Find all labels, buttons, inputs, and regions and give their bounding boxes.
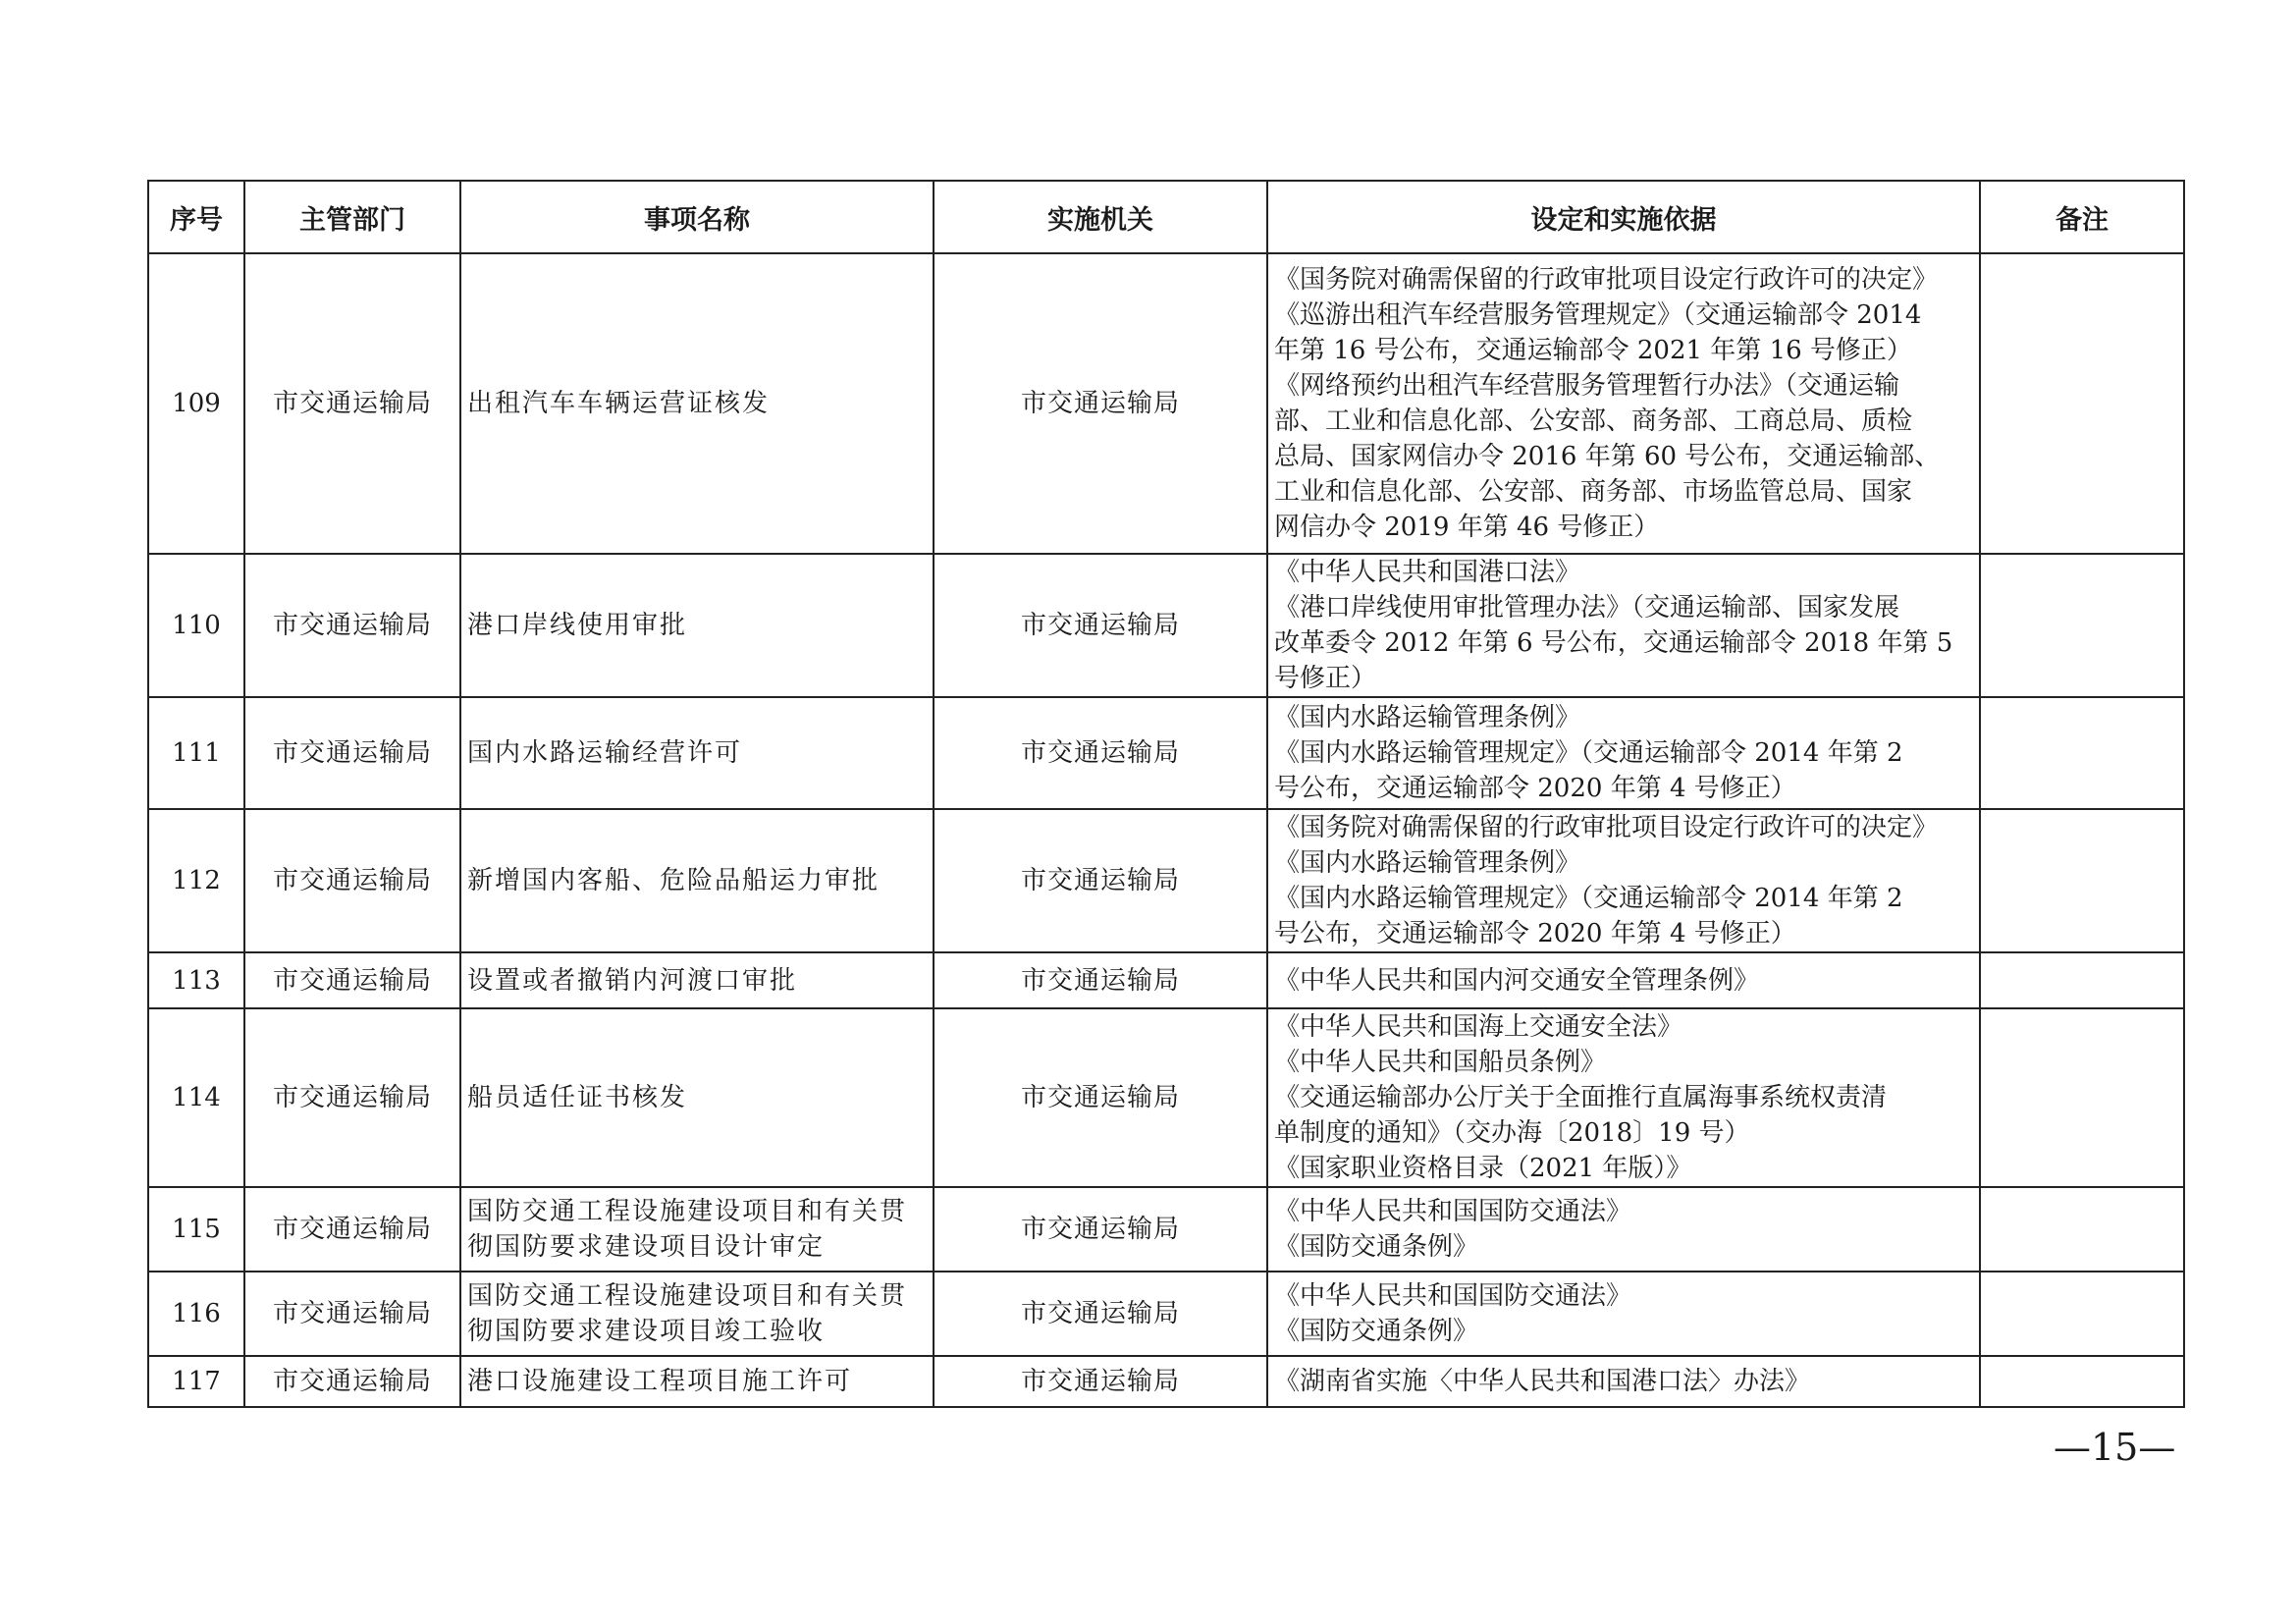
table-row [148, 253, 2184, 554]
basis-line: 《交通运输部办公厅关于全面推行直属海事系统权责清 [1274, 1083, 1888, 1112]
cell-name [460, 1187, 934, 1272]
cell-agency: 市交通运输局 [934, 1008, 1267, 1187]
basis-line: 《港口岸线使用审批管理办法》（交通运输部、国家发展 [1274, 593, 1900, 623]
cell-basis [1267, 697, 1980, 809]
header-name: 事项名称 [460, 181, 934, 253]
basis-line: 《国防交通条例》 [1274, 1232, 1479, 1262]
cell-name [460, 697, 934, 809]
header-agency: 实施机关 [934, 181, 1267, 253]
name-line: 国内水路运输经营许可 [467, 738, 743, 768]
cell-no: 115 [148, 1187, 244, 1272]
cell-remarks [1980, 1272, 2184, 1356]
cell-dept: 市交通运输局 [244, 1008, 460, 1187]
basis-line: 《国内水路运输管理规定》（交通运输部令 2014 年第 2 [1274, 738, 1903, 768]
cell-basis [1267, 1356, 1980, 1407]
basis-line: 《巡游出租汽车经营服务管理规定》（交通运输部令 2014 [1274, 300, 1922, 330]
cell-basis [1267, 554, 1980, 697]
basis-line: 《国内水路运输管理条例》 [1274, 703, 1581, 732]
basis-line: 改革委令 2012 年第 6 号公布，交通运输部令 2018 年第 5 [1274, 628, 1953, 658]
table-row [148, 697, 2184, 809]
cell-name [460, 1272, 934, 1356]
basis-line: 《国务院对确需保留的行政审批项目设定行政许可的决定》 [1274, 265, 1939, 295]
table-body [148, 253, 2184, 1407]
cell-remarks [1980, 1356, 2184, 1407]
name-line: 国防交通工程设施建设项目和有关贯 [467, 1197, 908, 1226]
cell-no: 110 [148, 554, 244, 697]
name-line: 港口岸线使用审批 [467, 611, 688, 640]
header-remarks: 备注 [1980, 181, 2184, 253]
cell-dept: 市交通运输局 [244, 1187, 460, 1272]
cell-basis [1267, 809, 1980, 952]
name-line: 彻国防要求建设项目设计审定 [467, 1232, 826, 1262]
cell-remarks [1980, 809, 2184, 952]
table-row [148, 1356, 2184, 1407]
basis-line: 《中华人民共和国内河交通安全管理条例》 [1274, 965, 1760, 996]
cell-no: 114 [148, 1008, 244, 1187]
cell-name [460, 1356, 934, 1407]
cell-dept: 市交通运输局 [244, 253, 460, 554]
name-line: 船员适任证书核发 [467, 1083, 688, 1112]
name-line: 新增国内客船、危险品船运力审批 [467, 866, 881, 895]
cell-name [460, 952, 934, 1008]
basis-line: 《国内水路运输管理条例》 [1274, 848, 1581, 878]
basis-line: 《国务院对确需保留的行政审批项目设定行政许可的决定》 [1274, 813, 1939, 842]
cell-agency: 市交通运输局 [934, 952, 1267, 1008]
cell-no: 113 [148, 952, 244, 1008]
cell-basis [1267, 1187, 1980, 1272]
cell-dept: 市交通运输局 [244, 1356, 460, 1407]
name-line: 国防交通工程设施建设项目和有关贯 [467, 1281, 908, 1311]
cell-remarks [1980, 697, 2184, 809]
basis-line: 《中华人民共和国海上交通安全法》 [1274, 1012, 1683, 1042]
cell-remarks [1980, 1187, 2184, 1272]
cell-no: 117 [148, 1356, 244, 1407]
cell-name [460, 253, 934, 554]
header-no: 序号 [148, 181, 244, 253]
cell-no: 112 [148, 809, 244, 952]
cell-agency: 市交通运输局 [934, 554, 1267, 697]
name-line: 港口设施建设工程项目施工许可 [467, 1367, 853, 1396]
basis-line: 号修正） [1274, 664, 1377, 693]
cell-no: 111 [148, 697, 244, 809]
table-row [148, 952, 2184, 1008]
table-row [148, 1272, 2184, 1356]
cell-no: 116 [148, 1272, 244, 1356]
basis-line: 《国内水路运输管理规定》（交通运输部令 2014 年第 2 [1274, 884, 1903, 913]
name-line: 设置或者撤销内河渡口审批 [467, 965, 798, 996]
cell-remarks [1980, 253, 2184, 554]
page-number: —15— [2054, 1426, 2176, 1469]
basis-line: 《中华人民共和国船员条例》 [1274, 1048, 1607, 1077]
cell-no: 109 [148, 253, 244, 554]
header-dept: 主管部门 [244, 181, 460, 253]
name-line: 彻国防要求建设项目竣工验收 [467, 1317, 826, 1346]
basis-line: 工业和信息化部、公安部、商务部、市场监管总局、国家 [1274, 477, 1913, 507]
basis-line: 年第 16 号公布，交通运输部令 2021 年第 16 号修正） [1274, 336, 1912, 365]
table-row [148, 809, 2184, 952]
table-row [148, 554, 2184, 697]
cell-basis [1267, 952, 1980, 1008]
cell-name [460, 809, 934, 952]
approval-items-table [147, 180, 2185, 1408]
cell-name [460, 554, 934, 697]
cell-remarks [1980, 952, 2184, 1008]
cell-agency: 市交通运输局 [934, 809, 1267, 952]
table-header-row [148, 181, 2184, 253]
cell-agency: 市交通运输局 [934, 1356, 1267, 1407]
basis-line: 单制度的通知》（交办海〔2018〕19 号） [1274, 1118, 1750, 1148]
cell-dept: 市交通运输局 [244, 697, 460, 809]
basis-line: 号公布，交通运输部令 2020 年第 4 号修正） [1274, 919, 1796, 948]
cell-agency: 市交通运输局 [934, 253, 1267, 554]
cell-basis [1267, 1272, 1980, 1356]
table-row [148, 1187, 2184, 1272]
basis-line: 《湖南省实施〈中华人民共和国港口法〉办法》 [1274, 1367, 1811, 1396]
table-row [148, 1008, 2184, 1187]
cell-basis [1267, 253, 1980, 554]
basis-line: 总局、国家网信办令 2016 年第 60 号公布，交通运输部、 [1274, 442, 1941, 471]
name-line: 出租汽车车辆运营证核发 [467, 389, 771, 418]
basis-line: 网信办令 2019 年第 46 号修正） [1274, 513, 1660, 542]
basis-line: 《中华人民共和国国防交通法》 [1274, 1197, 1632, 1226]
cell-dept: 市交通运输局 [244, 809, 460, 952]
cell-name [460, 1008, 934, 1187]
basis-line: 《国防交通条例》 [1274, 1317, 1479, 1346]
cell-dept: 市交通运输局 [244, 952, 460, 1008]
cell-remarks [1980, 1008, 2184, 1187]
basis-line: 《中华人民共和国港口法》 [1274, 558, 1581, 587]
cell-agency: 市交通运输局 [934, 1187, 1267, 1272]
basis-line: 《网络预约出租汽车经营服务管理暂行办法》（交通运输 [1274, 371, 1900, 401]
basis-line: 《国家职业资格目录（2021 年版）》 [1274, 1154, 1692, 1183]
cell-dept: 市交通运输局 [244, 554, 460, 697]
cell-agency: 市交通运输局 [934, 697, 1267, 809]
basis-line: 《中华人民共和国国防交通法》 [1274, 1281, 1632, 1311]
cell-dept: 市交通运输局 [244, 1272, 460, 1356]
cell-agency: 市交通运输局 [934, 1272, 1267, 1356]
basis-line: 号公布，交通运输部令 2020 年第 4 号修正） [1274, 774, 1796, 803]
header-basis: 设定和实施依据 [1267, 181, 1980, 253]
cell-basis [1267, 1008, 1980, 1187]
cell-remarks [1980, 554, 2184, 697]
basis-line: 部、工业和信息化部、公安部、商务部、工商总局、质检 [1274, 406, 1913, 436]
